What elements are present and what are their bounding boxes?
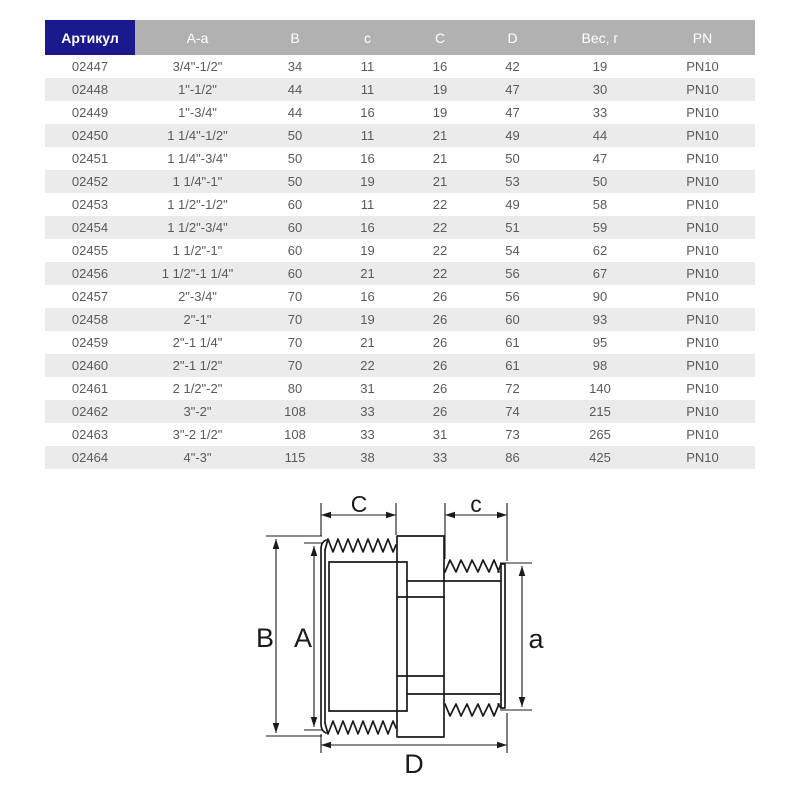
table-cell: 73 (505, 427, 520, 442)
table-cell: 53 (505, 174, 520, 189)
table-cell: 1 1/4"-1" (172, 174, 223, 189)
table-cell: 425 (589, 450, 611, 465)
table-cell: PN10 (686, 266, 719, 281)
table-cell: 2 1/2"-2" (172, 381, 223, 396)
dim-label-B: B (255, 623, 275, 653)
table-row (45, 331, 755, 354)
table-cell: 70 (287, 358, 303, 373)
table-cell: 16 (360, 289, 375, 304)
table-cell: 70 (287, 289, 303, 304)
table-cell: 74 (505, 404, 520, 419)
table-cell: 02459 (71, 335, 109, 350)
table-cell: PN10 (686, 427, 719, 442)
table-cell: 22 (360, 358, 375, 373)
table-row (45, 423, 755, 446)
table-cell: 33 (360, 404, 375, 419)
table-cell: 72 (505, 381, 520, 396)
table-cell: 2"-1 1/2" (172, 358, 223, 373)
spec-table-wrap (45, 20, 755, 469)
table-cell: 16 (360, 151, 375, 166)
column-header-weight: Вес, г (550, 20, 650, 55)
table-cell: 4"-3" (183, 450, 212, 465)
table-header-row (45, 20, 755, 55)
table-cell: 02460 (71, 358, 109, 373)
table-cell: PN10 (686, 128, 719, 143)
table-row (45, 400, 755, 423)
fitting-diagram (224, 487, 584, 797)
table-cell: 02461 (71, 381, 109, 396)
table-cell: 33 (592, 105, 608, 120)
table-cell: 1"-1/2" (178, 82, 217, 97)
table-cell: 265 (589, 427, 611, 442)
table-cell: 60 (287, 243, 303, 258)
table-row (45, 78, 755, 101)
table-cell: 19 (360, 312, 375, 327)
table-cell: 02454 (71, 220, 109, 235)
table-cell: 50 (287, 128, 303, 143)
table-cell: 02457 (71, 289, 109, 304)
table-cell: 26 (432, 289, 448, 304)
union-nut (397, 536, 444, 737)
dim-label-a: a (528, 624, 544, 654)
table-cell: 93 (592, 312, 608, 327)
table-cell: 215 (589, 404, 611, 419)
table-cell: 1 1/4"-3/4" (167, 151, 228, 166)
table-row (45, 308, 755, 331)
table-cell: 108 (284, 404, 306, 419)
fitting-drawing (224, 487, 584, 797)
table-cell: 02450 (71, 128, 109, 143)
table-row (45, 446, 755, 469)
spec-table (45, 20, 755, 469)
table-cell: 22 (432, 197, 448, 212)
table-cell: 140 (589, 381, 611, 396)
table-cell: 59 (592, 220, 608, 235)
table-cell: 22 (432, 266, 448, 281)
table-cell: 02448 (71, 82, 109, 97)
column-header-c_big: C (405, 20, 475, 55)
table-row (45, 239, 755, 262)
table-cell: 62 (592, 243, 608, 258)
table-row (45, 262, 755, 285)
table-cell: 11 (360, 82, 375, 97)
table-cell: 86 (505, 450, 520, 465)
table-cell: 02455 (71, 243, 109, 258)
table-cell: 115 (284, 450, 306, 465)
table-cell: 02449 (71, 105, 109, 120)
table-cell: 33 (360, 427, 375, 442)
table-cell: PN10 (686, 289, 719, 304)
table-cell: 49 (505, 128, 520, 143)
table-cell: 21 (360, 335, 375, 350)
table-cell: PN10 (686, 404, 719, 419)
table-cell: 11 (360, 59, 375, 74)
dim-label-c: c (470, 491, 482, 517)
table-cell: 26 (432, 335, 448, 350)
right-thread-bottom (445, 704, 499, 716)
table-cell: 3"-2 1/2" (172, 427, 223, 442)
table-cell: 21 (432, 151, 448, 166)
table-cell: 70 (287, 312, 303, 327)
table-cell: 21 (360, 266, 375, 281)
table-cell: PN10 (686, 82, 719, 97)
table-cell: 42 (505, 59, 520, 74)
table-cell: 3"-2" (183, 404, 212, 419)
table-cell: 98 (592, 358, 608, 373)
table-cell: 19 (592, 59, 608, 74)
table-cell: 21 (432, 128, 448, 143)
table-cell: 47 (505, 105, 520, 120)
table-cell: 2"-1" (183, 312, 212, 327)
table-cell: 38 (360, 450, 375, 465)
table-cell: 19 (360, 174, 375, 189)
table-cell: 44 (287, 105, 303, 120)
dim-label-C: C (350, 491, 368, 517)
table-cell: 56 (505, 289, 520, 304)
table-row (45, 193, 755, 216)
table-cell: PN10 (686, 151, 719, 166)
table-cell: PN10 (686, 381, 719, 396)
table-cell: 60 (287, 197, 303, 212)
table-cell: PN10 (686, 220, 719, 235)
table-row (45, 285, 755, 308)
table-cell: 26 (432, 312, 448, 327)
right-thread-top (445, 560, 499, 572)
table-cell: 2"-1 1/4" (172, 335, 223, 350)
table-cell: 26 (432, 404, 448, 419)
table-row (45, 170, 755, 193)
table-cell: PN10 (686, 197, 719, 212)
table-cell: 58 (592, 197, 608, 212)
table-cell: 26 (432, 381, 448, 396)
left-thread-bottom (325, 721, 396, 734)
table-cell: 60 (287, 220, 303, 235)
table-cell: 11 (360, 197, 375, 212)
table-cell: PN10 (686, 105, 719, 120)
dim-label-D: D (404, 749, 424, 779)
fitting-body-lines (321, 536, 505, 737)
table-cell: 02453 (71, 197, 109, 212)
table-cell: 22 (432, 243, 448, 258)
table-cell: PN10 (686, 335, 719, 350)
table-cell: 16 (360, 105, 375, 120)
column-header-b: B (260, 20, 330, 55)
table-cell: 80 (287, 381, 303, 396)
table-cell: PN10 (686, 450, 719, 465)
table-cell: 1 1/2"-1 1/4" (161, 266, 234, 281)
table-cell: 61 (505, 358, 520, 373)
column-header-pn: PN (650, 20, 755, 55)
dim-label-A: A (293, 623, 313, 653)
table-cell: 50 (287, 151, 303, 166)
table-cell: 3/4"-1/2" (172, 59, 223, 74)
left-thread-top (325, 539, 396, 552)
column-header-c_small: c (330, 20, 405, 55)
table-cell: 67 (592, 266, 608, 281)
table-cell: 31 (432, 427, 448, 442)
table-cell: 02456 (71, 266, 109, 281)
column-header-d: D (475, 20, 550, 55)
table-cell: 22 (432, 220, 448, 235)
table-cell: 60 (505, 312, 520, 327)
table-cell: 16 (360, 220, 375, 235)
table-row (45, 216, 755, 239)
table-cell: 1 1/2"-3/4" (167, 220, 228, 235)
table-cell: 21 (432, 174, 448, 189)
table-cell: PN10 (686, 243, 719, 258)
table-row (45, 377, 755, 400)
table-cell: 1 1/2"-1" (172, 243, 223, 258)
table-cell: 54 (505, 243, 520, 258)
table-cell: 02452 (71, 174, 109, 189)
column-header-aa: A-a (135, 20, 260, 55)
table-cell: 30 (592, 82, 608, 97)
table-row (45, 147, 755, 170)
table-cell: 02463 (71, 427, 109, 442)
table-cell: 16 (432, 59, 448, 74)
table-cell: 44 (592, 128, 608, 143)
table-cell: 02462 (71, 404, 109, 419)
table-cell: 60 (287, 266, 303, 281)
table-cell: 44 (287, 82, 303, 97)
table-cell: 19 (432, 82, 448, 97)
table-cell: 26 (432, 358, 448, 373)
table-cell: 51 (505, 220, 520, 235)
table-cell: 11 (360, 128, 375, 143)
table-cell: 47 (505, 82, 520, 97)
table-cell: 50 (287, 174, 303, 189)
table-row (45, 124, 755, 147)
table-row (45, 354, 755, 377)
table-cell: PN10 (686, 174, 719, 189)
table-cell: 19 (432, 105, 448, 120)
table-cell: 19 (360, 243, 375, 258)
table-cell: 02458 (71, 312, 109, 327)
table-cell: 02447 (71, 59, 109, 74)
table-cell: 49 (505, 197, 520, 212)
table-cell: PN10 (686, 358, 719, 373)
table-cell: 90 (592, 289, 608, 304)
table-cell: 33 (432, 450, 448, 465)
table-cell: 56 (505, 266, 520, 281)
column-header-article: Артикул (45, 20, 135, 55)
table-cell: 02464 (71, 450, 109, 465)
table-cell: 70 (287, 335, 303, 350)
table-cell: 31 (360, 381, 375, 396)
table-cell: 34 (287, 59, 303, 74)
table-cell: PN10 (686, 59, 719, 74)
table-row (45, 55, 755, 78)
table-cell: 1 1/2"-1/2" (167, 197, 228, 212)
table-cell: 47 (592, 151, 608, 166)
table-cell: 50 (592, 174, 608, 189)
table-cell: 95 (592, 335, 608, 350)
table-row (45, 101, 755, 124)
table-cell: 1"-3/4" (178, 105, 217, 120)
table-cell: 50 (505, 151, 520, 166)
table-cell: 02451 (71, 151, 109, 166)
table-cell: 2"-3/4" (178, 289, 217, 304)
table-cell: PN10 (686, 312, 719, 327)
table-cell: 108 (284, 427, 306, 442)
table-cell: 1 1/4"-1/2" (167, 128, 228, 143)
table-cell: 61 (505, 335, 520, 350)
